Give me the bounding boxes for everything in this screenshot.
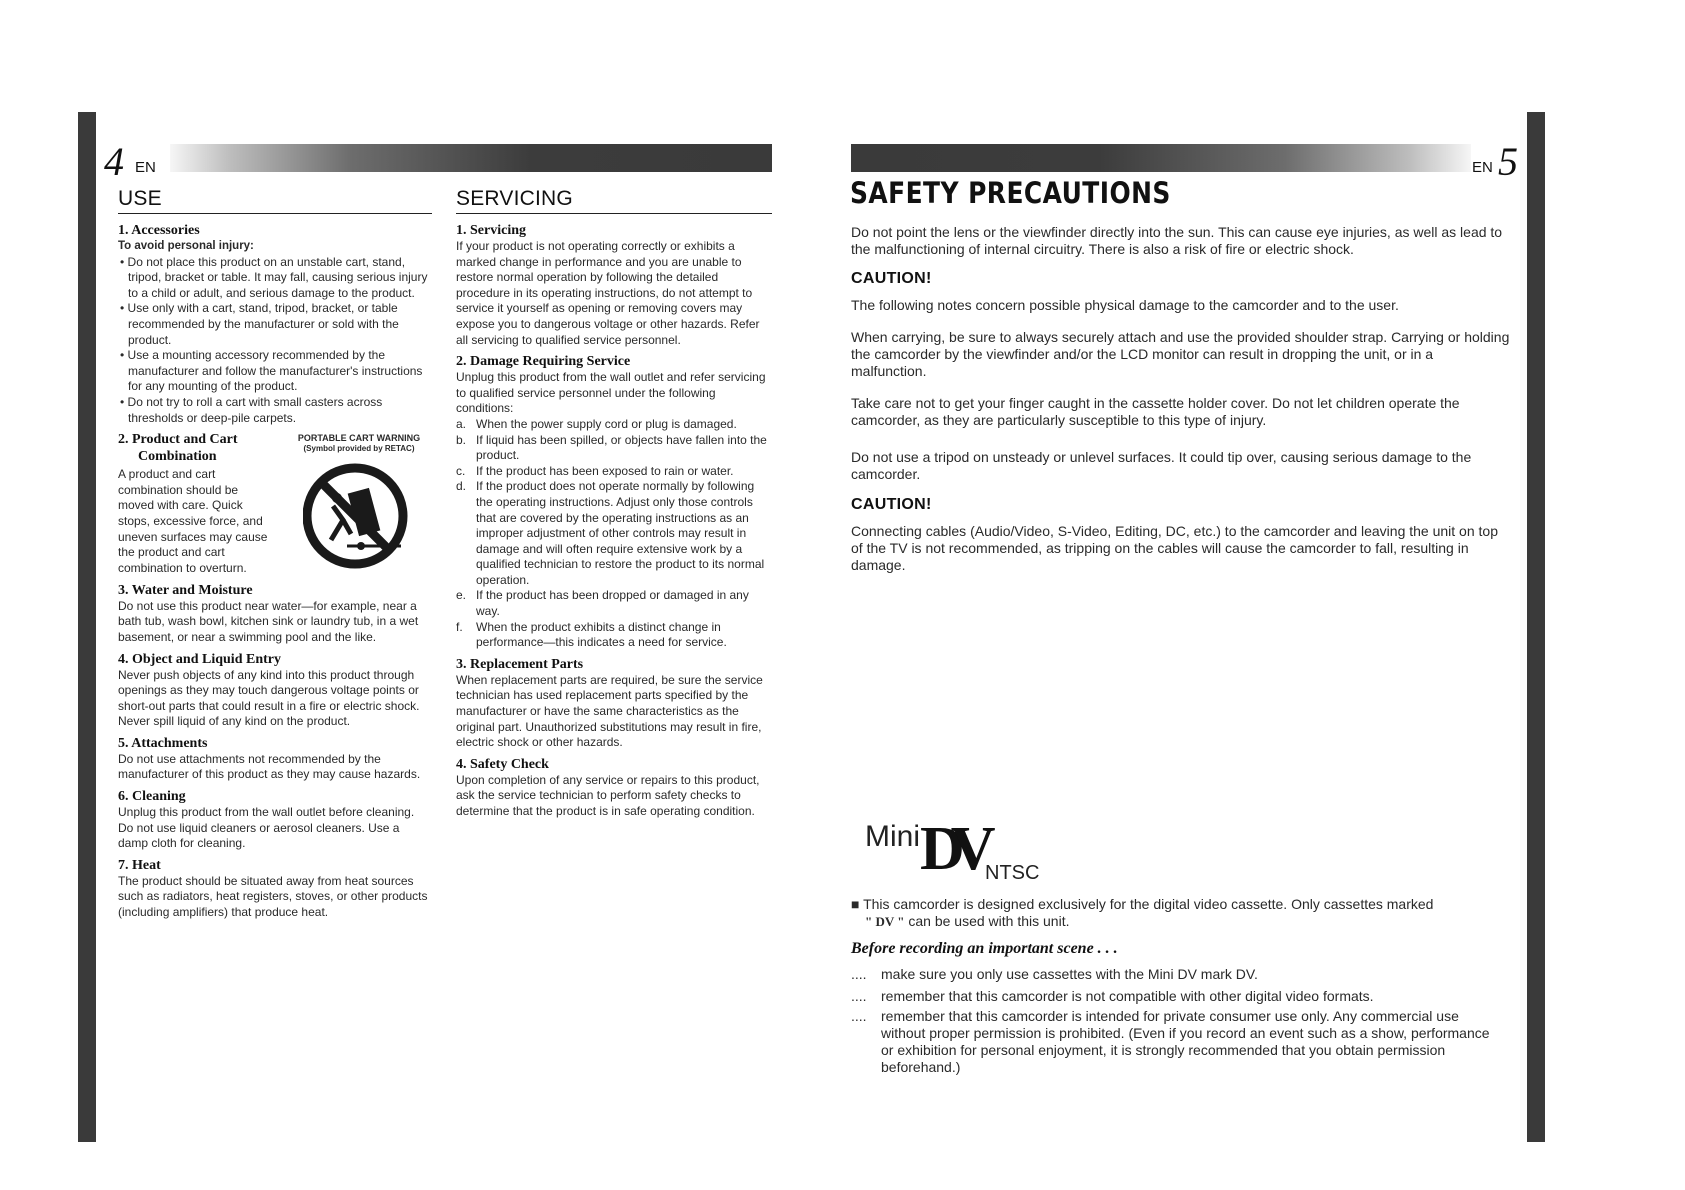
tripod-paragraph: Do not use a tripod on unsteady or unlevel surfaces. It could tip over, causing serious damage to the camcorder. xyxy=(851,449,1472,482)
finger-paragraph: Take care not to get your finger caught in the cassette holder cover. Do not let children operate the camcorder, as they are particularly susceptible to this type of injury. xyxy=(851,395,1460,428)
left-page-edge-bar xyxy=(78,112,96,1142)
left-page-lang: EN xyxy=(135,159,156,176)
damage-item: e. If the product has been dropped or damaged in any way. xyxy=(456,588,749,619)
before-item: .... remember that this camcorder is intended for private consumer use only. Any commercial use without proper permission is prohibited. (Even if you record an event such as a show, performance or exhibition for personal enjoyment, it is strongly recommended that you obtain permission beforehand.) xyxy=(851,1008,1490,1075)
cleaning-body: Unplug this product from the wall outlet before cleaning. Do not use liquid cleaners or aerosol cleaners. Use a damp cloth for cleaning. xyxy=(118,805,415,851)
safety-check-title: 4. Safety Check xyxy=(456,756,549,772)
water-body: Do not use this product near water—for example, near a bath tub, wash bowl, kitchen sink or laundry tub, in a wet basement, or near a swimming pool and the like. xyxy=(118,598,419,644)
replacement-body: When replacement parts are required, be sure the service technician has used replacement parts specified by the manufacturer or have the same characteristics as the original part. Unauthorized substitutions may result in fire, electric shock or other hazards. xyxy=(456,672,763,750)
object-body: Never push objects of any kind into this product through openings as they may touch dangerous voltage points or short-out parts that could result in a fire or electric shock. Never spill liquid of any kind on the product. xyxy=(118,667,420,729)
water-title: 3. Water and Moisture xyxy=(118,582,253,598)
product-cart-title-line2: Combination xyxy=(138,449,217,465)
cart-warning-label: PORTABLE CART WARNING xyxy=(297,433,421,444)
accessories-bullet: • Do not place this product on an unstable cart, stand, tripod, bracket or table. It may fall, causing serious injury to a child or adult, and serious damage to the product. xyxy=(120,254,428,300)
before-item: .... make sure you only use cassettes with the Mini DV mark DV. xyxy=(851,966,1258,982)
mini-dv-logo-text: Mini xyxy=(865,820,921,853)
left-page-number: 4 xyxy=(104,139,124,184)
cables-paragraph: Connecting cables (Audio/Video, S-Video, Editing, DC, etc.) to the camcorder and leaving the unit on top of the TV is not recommended, as tripping on the cables will cause the camcorder to fall, resulting in damage. xyxy=(851,523,1498,573)
right-page-lang: EN xyxy=(1472,159,1493,176)
accessories-bullet: • Do not try to roll a cart with small casters across thresholds or deep-pile carpets. xyxy=(120,394,383,425)
replacement-title: 3. Replacement Parts xyxy=(456,656,584,672)
use-heading: USE xyxy=(118,186,432,214)
damage-item: f. When the product exhibits a distinct change in performance—this indicates a need for service. xyxy=(456,619,727,650)
attachments-body: Do not use attachments not recommended by the manufacturer of this product as they may cause hazards. xyxy=(118,751,421,782)
attachments-title: 5. Attachments xyxy=(118,735,208,751)
before-item: .... remember that this camcorder is not compatible with other digital video formats. xyxy=(851,988,1374,1004)
dv-logo-mark: DV xyxy=(920,815,982,883)
safety-check-body: Upon completion of any service or repairs to this product, ask the service technician to perform safety checks to determine that the product is in safe operating condition. xyxy=(456,772,760,818)
damage-title: 2. Damage Requiring Service xyxy=(456,354,631,370)
servicing-column xyxy=(456,186,772,820)
ntsc-label: NTSC xyxy=(985,862,1040,884)
caution-paragraph: The following notes concern possible physical damage to the camcorder and to the user. xyxy=(851,297,1399,313)
carrying-paragraph: When carrying, be sure to always securely attach and use the provided shoulder strap. Carrying or holding the camcorder by the viewfinder and/or the LCD monitor can result in dropping the unit, or in a malfunction. xyxy=(851,329,1510,379)
heat-body: The product should be situated away from heat sources such as radiators, heat registers, stoves, or other products (including amplifiers) that produce heat. xyxy=(118,873,428,920)
object-title: 4. Object and Liquid Entry xyxy=(118,651,281,667)
product-cart-section xyxy=(118,431,432,577)
accessories-bullet: • Use a mounting accessory recommended by the manufacturer and follow the manufacturer's instructions for any mounting of the product. xyxy=(120,348,423,394)
heat-title: 7. Heat xyxy=(118,857,161,873)
damage-item: d. If the product does not operate normally by following the operating instructions. Adjust only those controls that are covered by the operating instructions as an improper adjustment of other controls may result in damage and will often require extensive work by a qualified technician to restore the product to its normal operation. xyxy=(456,479,765,587)
portable-cart-warning-icon xyxy=(303,460,415,572)
cleaning-title: 6. Cleaning xyxy=(118,789,186,805)
cart-warning-sub: (Symbol provided by RETAC) xyxy=(303,444,415,454)
servicing-body: If your product is not operating correctly or exhibits a marked change in performance and you are unable to restore normal operation by following the detailed procedure in its operating instructions, do not attempt to service it yourself as opening or removing covers may expose you to dangerous voltage or other hazards. Refer all servicing to qualified service personnel. xyxy=(456,239,760,347)
intro-paragraph: Do not point the lens or the viewfinder directly into the sun. This can cause eye injuries, as well as lead to the malfunctioning of internal circuitry. There is also a risk of fire or electric shock. xyxy=(851,224,1503,257)
servicing-title: 1. Servicing xyxy=(456,223,526,238)
product-cart-body: A product and cart combination should be moved with care. Quick stops, excessive force, and uneven surfaces may cause the product and cart combination to overturn. xyxy=(118,467,268,575)
right-page-edge-bar xyxy=(1527,112,1545,1142)
servicing-heading: SERVICING xyxy=(456,186,772,214)
page-title: SAFETY PRECAUTIONS xyxy=(850,176,1171,210)
damage-item: a. When the power supply cord or plug is damaged. xyxy=(456,416,737,431)
left-header-bar xyxy=(170,144,772,172)
caution-label: CAUTION! xyxy=(851,496,932,513)
before-recording-heading: Before recording an important scene . . . xyxy=(851,940,1118,957)
use-column xyxy=(118,186,432,921)
accessories-bullet: • Use only with a cart, stand, tripod, bracket, or table recommended by the manufacturer or sold with the product. xyxy=(120,301,399,347)
right-page-number: 5 xyxy=(1498,139,1518,184)
damage-item: b. If liquid has been spilled, or objects have fallen into the product. xyxy=(456,432,767,463)
product-cart-title-line1: 2. Product and Cart xyxy=(118,432,238,448)
damage-intro: Unplug this product from the wall outlet and refer servicing to qualified service personnel under the following conditions: xyxy=(456,370,766,416)
dv-mark-inline: " DV " xyxy=(865,914,905,929)
right-header-bar xyxy=(851,144,1471,172)
accessories-title: 1. Accessories xyxy=(118,223,200,238)
accessories-subhead: To avoid personal injury: xyxy=(118,240,254,252)
cassette-note: ■ This camcorder is designed exclusively for the digital video cassette. Only cassettes marked " DV " can be used with this unit. xyxy=(851,896,1434,929)
caution-label: CAUTION! xyxy=(851,270,932,287)
damage-item: c. If the product has been exposed to rain or water. xyxy=(456,463,734,478)
